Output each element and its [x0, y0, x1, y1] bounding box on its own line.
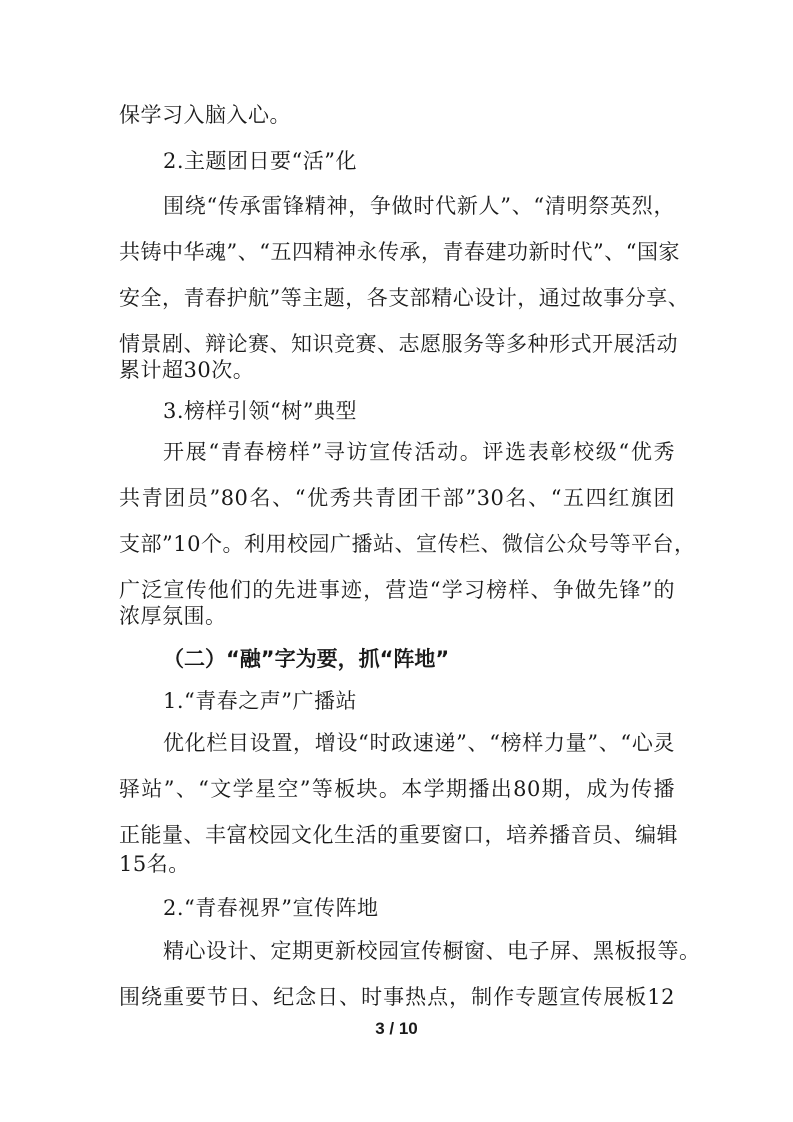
paragraph-line: 保学习入脑入心。 — [119, 103, 291, 127]
paragraph-line: 驿站”、“文学星空”等板块。本学期播出80期，成为传播 — [119, 777, 675, 801]
paragraph-line: 安全，青春护航”等主题，各支部精心设计，通过故事分享、 — [119, 286, 690, 310]
paragraph-line: 15名。 — [119, 852, 190, 876]
paragraph-line: 情景剧、辩论赛、知识竞赛、志愿服务等多种形式开展活动 — [119, 332, 678, 356]
section-heading-positions: （二）“融”字为要，抓“阵地” — [163, 647, 450, 671]
subheading-publicity-position: 2.“青春视界”宣传阵地 — [163, 896, 379, 920]
paragraph-line: 优化栏目设置，增设“时政速递”、“榜样力量”、“心灵 — [163, 731, 675, 755]
paragraph-line: 正能量、丰富校园文化生活的重要窗口，培养播音员、编辑 — [119, 823, 678, 847]
subheading-theme-day: 2.主题团日要“活”化 — [163, 149, 358, 173]
subheading-broadcast-station: 1.“青春之声”广播站 — [163, 689, 358, 713]
paragraph-line: 围绕“传承雷锋精神，争做时代新人”、“清明祭英烈， — [163, 194, 675, 218]
paragraph-line: 广泛宣传他们的先进事迹，营造“学习榜样、争做先锋”的 — [119, 578, 675, 602]
paragraph-line: 共铸中华魂”、“五四精神永传承，青春建功新时代”、“国家 — [119, 240, 680, 264]
paragraph-line: 精心设计、定期更新校园宣传橱窗、电子屏、黑板报等。 — [163, 939, 701, 963]
subheading-role-models: 3.榜样引领“树”典型 — [163, 399, 358, 423]
paragraph-line: 浓厚氛围。 — [119, 604, 227, 628]
paragraph-line: 支部”10个。利用校园广播站、宣传栏、微信公众号等平台， — [119, 532, 696, 556]
paragraph-line: 累计超30次。 — [119, 358, 255, 382]
paragraph-line: 开展“青春榜样”寻访宣传活动。评选表彰校级“优秀 — [163, 440, 675, 464]
page-number: 3 / 10 — [375, 1019, 418, 1038]
paragraph-line: 围绕重要节日、纪念日、时事热点，制作专题宣传展板12 — [119, 985, 675, 1009]
paragraph-line: 共青团员”80名、“优秀共青团干部”30名、“五四红旗团 — [119, 486, 675, 510]
